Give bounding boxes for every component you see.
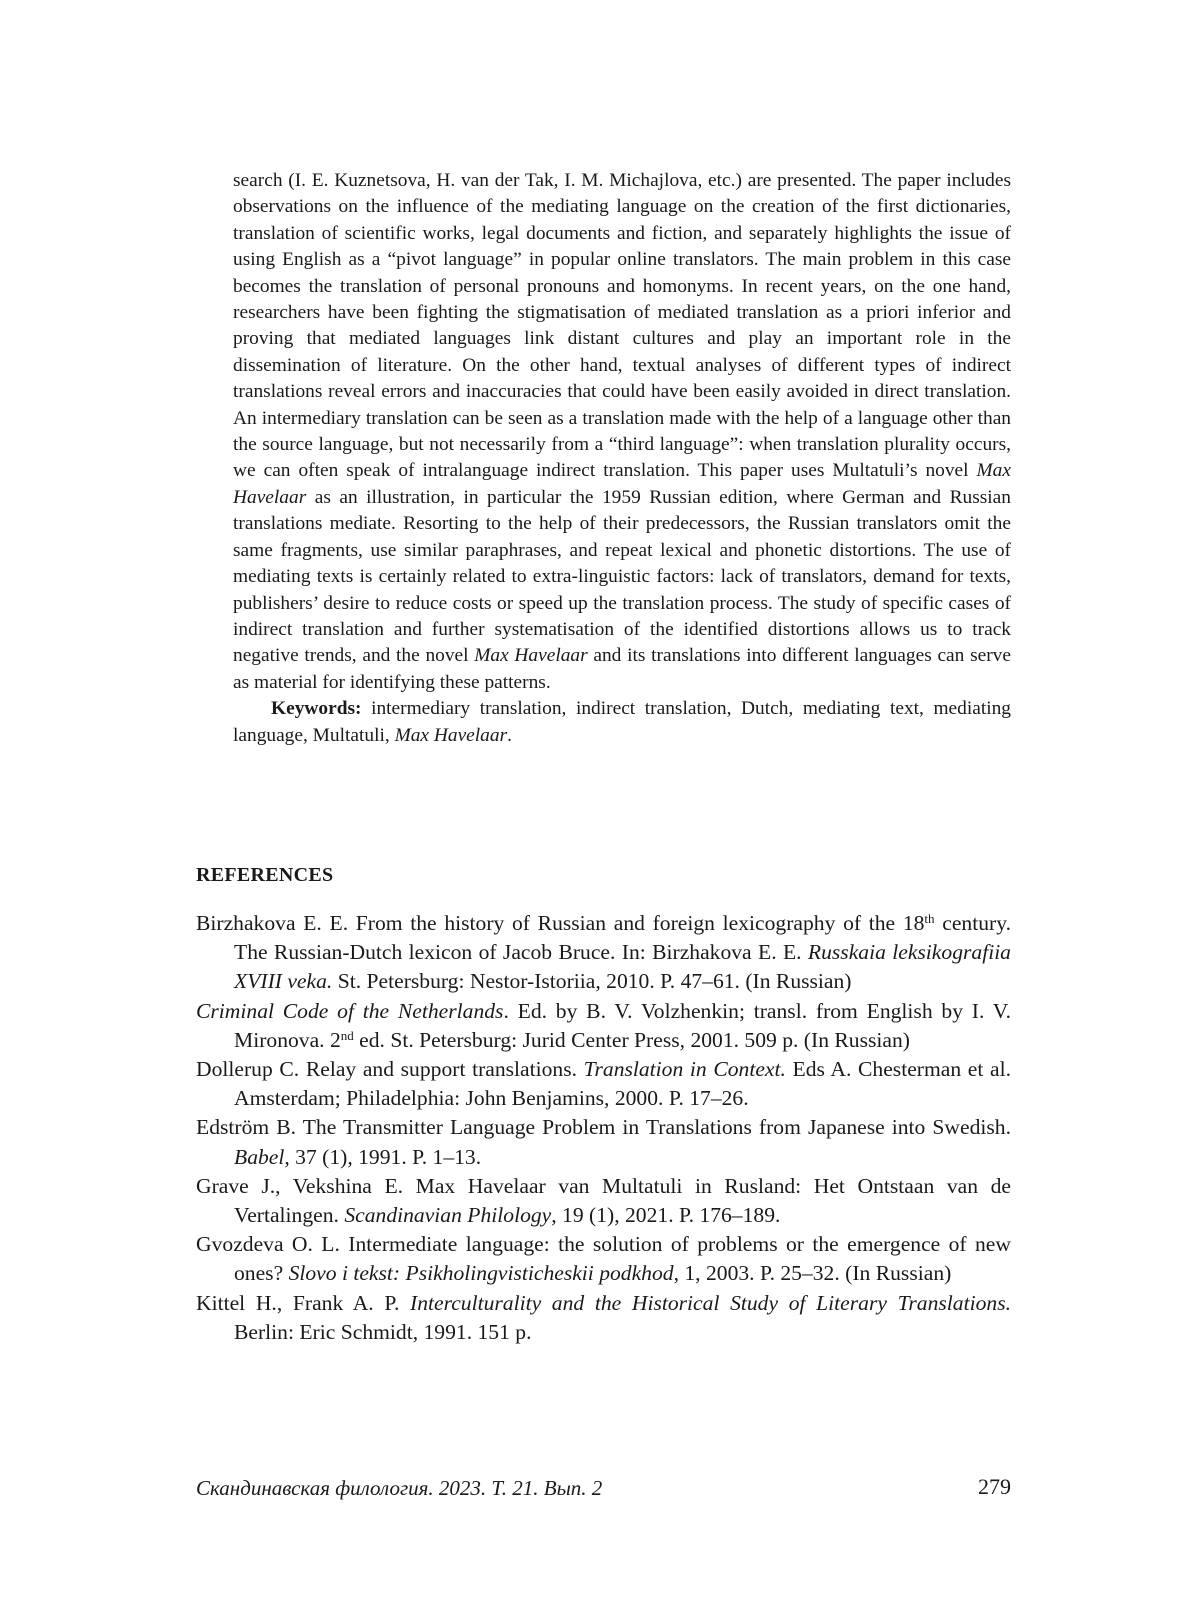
reference-text: St. Petersburg: Nestor-Istoriia, 2010. P. 47–61. (In Russian) — [332, 969, 852, 994]
reference-text: , 37 (1), 1991. P. 1–13. — [284, 1144, 482, 1169]
reference-text: Edström B. The Transmitter Language Problem in Translations from Japanese into Swedish. — [196, 1115, 1011, 1140]
keywords-novel-title: Max Havelaar — [394, 724, 508, 746]
novel-title: Max Havelaar — [474, 645, 588, 667]
abstract-text: and its translations into different languages can serve as material for identifying these patterns. — [233, 645, 1011, 693]
reference-title: Slovo i tekst: Psikholingvisticheskii podkhod — [288, 1261, 674, 1286]
reference-item — [196, 1055, 1011, 1113]
abstract-paragraph — [233, 168, 1011, 696]
references-heading: REFERENCES — [196, 864, 334, 886]
reference-text: . Ed. by B. V. Volzhenkin; transl. from English by I. V. Mironova. 2 — [234, 998, 1011, 1052]
reference-item — [196, 1172, 1011, 1230]
reference-item — [196, 1113, 1011, 1171]
reference-title: Scandinavian Philology — [344, 1203, 552, 1228]
abstract-text: search (I. E. Kuznetsova, H. van der Tak, I. M. Michajlova, etc.) are presented. The paper includes observations on the influence of the mediating language on the creation of the first dictionaries, translation of scientific works, legal documents and fiction, and separately highlights the issue of using English as a “pivot language” in popular online translators. The main problem in this case becomes the translation of personal pronouns and homonyms. In recent years, on the one hand, researchers have been fighting the stigmatisation of mediated translation as a priori inferior and proving that mediated languages link distant cultures and play an important role in the dissemination of literature. On the other hand, textual analyses of different types of indirect translations reveal errors and inaccuracies that could have been easily avoided in direct translation. An intermediary translation can be seen as a translation made with the help of a language other than the source language, but not necessarily from a “third language”: when translation plurality occurs, we can often speak of intralanguage indirect translation. This paper uses Multatuli’s novel — [233, 170, 1011, 482]
reference-text: Kittel H., Frank A. P. — [196, 1290, 411, 1315]
reference-item — [196, 1230, 1011, 1288]
reference-item — [196, 1289, 1011, 1347]
abstract-text: as an illustration, in particular the 1959 Russian edition, where German and Russian translations mediate. Resorting to the help of their predecessors, the Russian translators omit the same fragments, use similar paraphrases, and repeat lexical and phonetic distortions. The use of mediating texts is certainly related to extra-linguistic factors: lack of translators, demand for texts, publishers’ desire to reduce costs or speed up the translation process. The study of specific cases of indirect translation and further systematisation of the identified distortions allows us to track negative trends, and the novel — [233, 486, 1011, 667]
footer-journal-title: Скандинавская филология. 2023. Т. 21. Вып. 2 — [196, 1476, 603, 1500]
references-list — [196, 909, 1011, 1347]
page-number: 279 — [978, 1474, 1011, 1499]
reference-text: Grave J., Vekshina E. Max Havelaar van Multatuli in Rusland: Het Ontstaan van de Vertalingen. — [196, 1173, 1011, 1228]
reference-text: , 19 (1), 2021. P. 176–189. — [551, 1203, 781, 1228]
reference-superscript: nd — [340, 1027, 354, 1043]
reference-title: Interculturality and the Historical Study of Literary Translations. — [410, 1290, 1011, 1315]
reference-text: Dollerup C. Relay and support translations. — [196, 1057, 584, 1082]
keywords-text: intermediary translation, indirect translation, Dutch, mediating text, mediating language, Multatuli, — [233, 698, 1011, 746]
reference-title: Babel — [234, 1144, 285, 1169]
reference-title: Criminal Code of the Netherlands — [196, 998, 504, 1023]
reference-item — [196, 909, 1011, 997]
keywords-end: . — [507, 724, 512, 746]
reference-title: Russkaia leksikografiia XVIII veka. — [234, 940, 1011, 994]
keywords-label: Keywords: — [271, 698, 362, 720]
reference-text: Eds A. Chesterman et al. Amsterdam; Philadelphia: John Benjamins, 2000. P. 17–26. — [234, 1057, 1012, 1111]
reference-text: century. The Russian-Dutch lexicon of Jacob Bruce. In: Birzhakova E. E. — [234, 911, 1011, 965]
reference-text: , 1, 2003. P. 25–32. (In Russian) — [673, 1261, 952, 1286]
reference-text: Berlin: Eric Schmidt, 1991. 151 p. — [234, 1319, 532, 1344]
reference-superscript: th — [924, 911, 935, 926]
keywords — [233, 696, 1011, 749]
abstract — [233, 168, 1011, 749]
novel-title: Max Havelaar — [233, 460, 1011, 508]
reference-item — [196, 997, 1011, 1055]
reference-text: Gvozdeva O. L. Intermediate language: the solution of problems or the emergence of new ones? — [196, 1232, 1011, 1286]
reference-text: ed. St. Petersburg: Jurid Center Press, 2001. 509 p. (In Russian) — [353, 1027, 910, 1052]
reference-text: Birzhakova E. E. From the history of Russian and foreign lexicography of the 18 — [196, 911, 925, 935]
reference-title: Translation in Context. — [583, 1057, 786, 1082]
